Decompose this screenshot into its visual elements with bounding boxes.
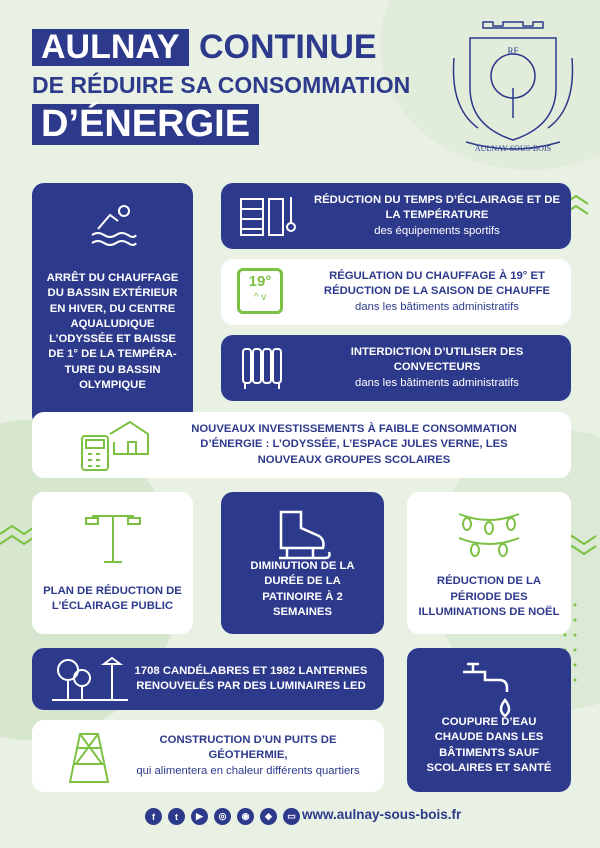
card-noel (407, 492, 571, 634)
geothermal-tower-icon (64, 728, 114, 786)
tv-icon[interactable]: ▭ (283, 808, 300, 825)
swimmer-icon (88, 199, 138, 249)
title-line-3 (32, 104, 259, 145)
invest-text: NOUVEAUX INVESTISSEMENTS À FAIBLE CONSOMMATION D’ÉNERGIE : L’ODYSSÉE, L’ESPACE JULES VERNE, LES NOUVEAUX GROUPES SCOLAIRES (191, 423, 517, 466)
title-line-2 (32, 72, 410, 99)
card-pool (32, 183, 193, 427)
twitter-icon[interactable]: t (168, 808, 185, 825)
convectors-bold: INTERDICTION D’UTILISER DES CONVECTEURS (350, 346, 524, 374)
lamps-text: 1708 CANDÉLABRES ET 1982 LANTERNES RENOUVELÉS PAR DES LUMINAIRES LED (134, 664, 368, 692)
title-highlight: AULNAY (32, 29, 189, 66)
heating-sub: dans les bâtiments administratifs (355, 300, 519, 313)
rink-text: DIMINUTION DE LA DURÉE DE LA PATINOIRE À 2 SEMAINES (250, 560, 355, 618)
youtube-icon[interactable]: ▶ (191, 808, 208, 825)
pool-text: ARRÊT DU CHAUFFAGE DU BASSIN EXTÉRIEUR EN HIVER, DU CENTRE AQUALUDIQUE L’ODYSSÉE ET BAISSE DE 1° DE LA TEMPÉRA-TURE DU BASSIN OLYMPIQUE (46, 272, 179, 391)
ice-skate-icon (273, 506, 333, 566)
social-icons (145, 808, 300, 825)
crest-top-text: RF (507, 46, 519, 56)
convectors-sub: dans les bâtiments administratifs (355, 376, 519, 389)
card-rink (221, 492, 384, 634)
sport-sub: des équipements sportifs (374, 224, 500, 237)
card-heating (221, 259, 571, 325)
card-sport (221, 183, 571, 249)
city-crest-logo (448, 18, 578, 158)
radiator-icon (239, 345, 289, 391)
park-lamp-icon (48, 654, 132, 704)
card-lamps (32, 648, 384, 710)
title-highlight: D’ÉNERGIE (32, 104, 259, 145)
card-invest (32, 412, 571, 478)
crest-bottom-text: AULNAY-SOUS-BOIS (474, 144, 552, 153)
water-text: COUPURE D’EAU CHAUDE DANS LES BÂTIMENTS SAUF SCOLAIRES ET SANTÉ (426, 716, 552, 774)
podcast-icon[interactable]: ◉ (237, 808, 254, 825)
tap-drop-icon (455, 658, 519, 720)
card-geo (32, 720, 384, 792)
instagram-icon[interactable]: ◎ (214, 808, 231, 825)
garland-lights-icon (457, 506, 521, 562)
card-water (407, 648, 571, 792)
thermostat-value: 19° (248, 273, 272, 290)
title-line-1 (32, 28, 377, 67)
geo-sub: qui alimentera en chaleur différents quartiers (136, 764, 360, 777)
card-convectors (221, 335, 571, 401)
title-text: DE RÉDUIRE SA CONSOMMATION (32, 72, 411, 98)
card-lighting (32, 492, 193, 634)
wall-bars-icon (239, 193, 299, 239)
street-lamp-icon (82, 504, 144, 566)
sport-bold: RÉDUCTION DU TEMPS D’ÉCLAIRAGE ET DE LA TEMPÉRATURE (313, 194, 561, 222)
geo-bold: CONSTRUCTION D’UN PUITS DE GÉOTHERMIE, (159, 734, 337, 762)
facebook-icon[interactable]: f (145, 808, 162, 825)
title-text: CONTINUE (199, 28, 377, 66)
heating-bold: RÉGULATION DU CHAUFFAGE À 19° ET RÉDUCTION DE LA SAISON DE CHAUFFE (323, 270, 551, 298)
thermostat-icon: 19° ^ v (237, 268, 283, 314)
calculator-house-icon (78, 418, 168, 474)
app-icon[interactable]: ◆ (260, 808, 277, 825)
noel-text: RÉDUCTION DE LA PÉRIODE DES ILLUMINATIONS DE NOËL (418, 575, 560, 618)
website-link[interactable]: www.aulnay-sous-bois.fr (302, 807, 462, 822)
lighting-text: PLAN DE RÉDUCTION DE L’ÉCLAIRAGE PUBLIC (43, 584, 182, 612)
